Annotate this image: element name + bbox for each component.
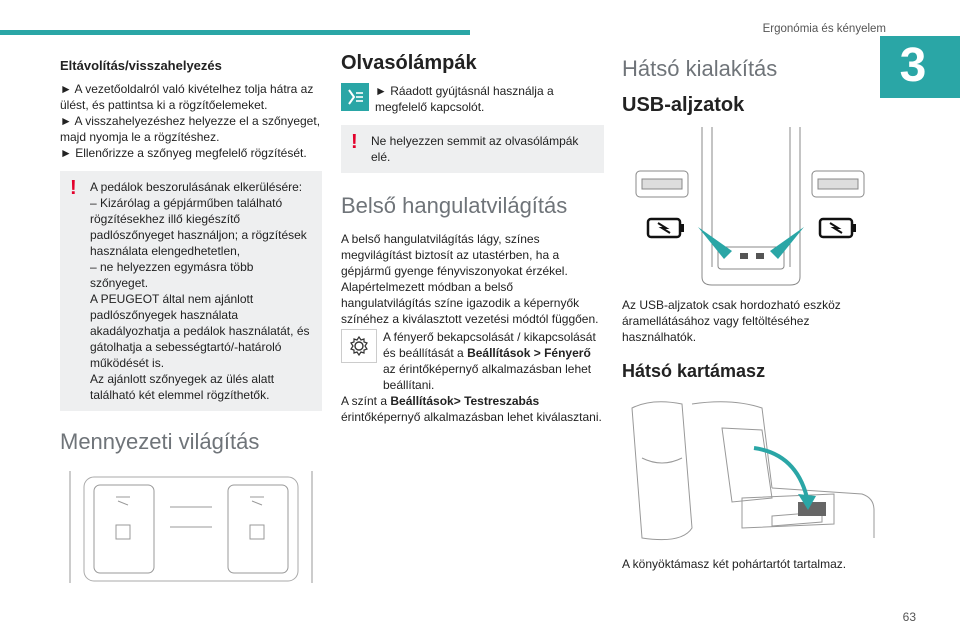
reading-lamp-instruction — [341, 83, 604, 115]
usb-heading: USB-aljzatok — [622, 94, 745, 116]
note-line: Az ajánlott szőnyegek az ülés alatt található két elemmel rögzíthetők. — [90, 372, 275, 402]
note-line: – ne helyezzen egymásra több szőnyeget. — [90, 260, 254, 290]
rear-layout-title: Hátsó kialakítás — [622, 56, 778, 81]
brightness-settings-row — [341, 329, 604, 393]
color-settings-text: A színt a Beállítások> Testreszabás érintőképernyő alkalmazásban lehet kiválasztani. — [341, 394, 602, 424]
note-line: A PEUGEOT által nem ajánlott padlószőnyegek használata akadályozhatja a pedálok használatát, és gátolhatja a sebességtartó/-határoló működését is. — [90, 292, 310, 370]
note-line: A pedálok beszorulásának elkerülésére: — [90, 180, 303, 194]
chapter-number: 3 — [899, 39, 927, 92]
reading-lamps-heading: Olvasólámpák — [341, 52, 477, 74]
removal-step-2: ► A visszahelyezéshez helyezze el a szőnyeget, majd nyomja le a rögzítéshez. — [60, 114, 321, 144]
reading-lamp-warning-text: Ne helyezzen semmit az olvasólámpák elé. — [371, 134, 579, 164]
brightness-settings-text: A fényerő bekapcsolását / kikapcsolását és beállítását a Beállítások > Fényerő az érintőképernyő alkalmazásban lehet beállítani. — [383, 330, 596, 392]
usb-illustration — [622, 127, 880, 287]
lamp-icon — [341, 83, 369, 111]
ambient-lighting-description: A belső hangulatvilágítás lágy, színes megvilágítást biztosít az utastérben, ha a gépjármű gyenge fényviszonyokat érzékel. Alapértelmezett módban a belső hangulatvilágítás színe igazodik a képernyők színéhez a kiválasztott vezetési módtól függően. — [341, 232, 599, 326]
reading-lamp-warning — [341, 125, 604, 173]
usb-sockets-drawing — [622, 127, 880, 287]
ceiling-lighting-title: Mennyezeti világítás — [60, 429, 260, 454]
ceiling-light-drawing — [60, 467, 322, 587]
chapter-tab — [880, 36, 960, 98]
settings-gear-icon — [341, 329, 377, 363]
warning-icon: ! — [70, 177, 77, 199]
ambient-lighting-title: Belső hangulatvilágítás — [341, 193, 568, 218]
reading-lamp-step: ► Ráadott gyújtásnál használja a megfelelő kapcsolót. — [375, 84, 554, 114]
running-title: Ergonómia és kényelem — [762, 23, 886, 35]
column-1 — [60, 52, 322, 587]
removal-heading: Eltávolítás/visszahelyezés — [60, 58, 222, 73]
removal-step-1: ► A vezetőoldalról való kivételhez tolja hátra az ülést, és pattintsa ki a rögzítőelemeket. — [60, 82, 314, 112]
warning-icon: ! — [351, 131, 358, 153]
armrest-illustration — [622, 398, 880, 548]
column-3 — [622, 52, 880, 572]
armrest-drawing — [622, 398, 880, 548]
usb-description: Az USB-aljzatok csak hordozható eszköz áramellátásához vagy feltöltéséhez használhatók. — [622, 298, 841, 344]
page-number: 63 — [902, 610, 916, 624]
removal-step-3: ► Ellenőrizze a szőnyeg megfelelő rögzítését. — [60, 146, 307, 160]
column-2 — [341, 52, 604, 425]
armrest-description: A könyöktámasz két pohártartót tartalmaz. — [622, 557, 847, 571]
header-accent-bar — [0, 30, 470, 35]
armrest-heading: Hátsó kartámasz — [622, 361, 766, 381]
pedal-warning-note — [60, 171, 322, 411]
ceiling-light-illustration — [60, 467, 322, 587]
note-line: – Kizárólag a gépjárműben található rögzítésekhez illő kiegészítő padlószőnyeget használjon; a rögzítések használata elengedhetetlen, — [90, 196, 307, 258]
